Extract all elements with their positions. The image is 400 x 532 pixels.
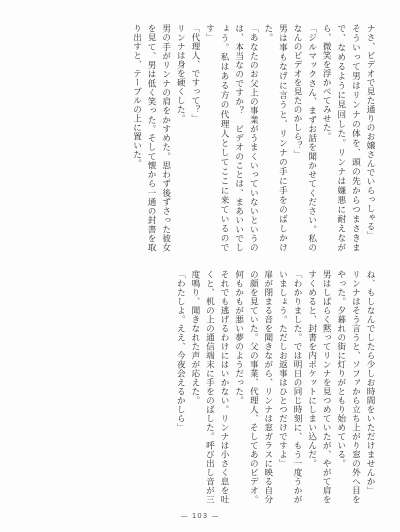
paragraph: 男の手がリンナの肩をかすめた。思わず後ずさった彼女を見て、男は低く笑った。そして懐から一通の封書を取り出すと、テーブルの上に置いた。	[131, 24, 171, 252]
paragraph: 「わたしよ。ええ、今夜会えるかしら」	[175, 270, 186, 432]
paragraph: それでも逃げるわけにはいかない。リンナは小さく息を吐くと、机の上の通信端末に手をのばした。呼び出し音が三度鳴り、聞きなれた声が応えた。	[189, 270, 230, 504]
paragraph: 「代理人、ですって？」	[189, 24, 200, 123]
paragraph: 「ジルマックさん、まずお話を聞かせてください。私のなんのビデオを見たのかしら？」	[292, 24, 317, 252]
page-number: — 103 —	[180, 512, 220, 520]
paragraph: リンナは身を硬くした。	[175, 24, 186, 123]
paragraph: 男は事もなげに言うと、リンナの手に手をのばしかけた。	[262, 24, 288, 252]
paragraph: 男はしばらく黙ってリンナを見つめていたが、やがて肩をすくめると、封書を内ポケットにしまい込んだ。	[306, 270, 332, 504]
paragraph: リンナはそう言うと、ソファから立ち上がり窓の外へ目をやった。夕暮れの街に灯りがともり始めている。	[335, 270, 361, 504]
paragraph: そういって男はリンナの体を、頭の先からつまさきまで、なめるように見回した。リンナは嫌悪に耐えながら、微笑を浮かべてみせた。	[321, 24, 361, 252]
top-text-column	[25, 24, 377, 252]
bottom-text-column	[25, 270, 377, 504]
paragraph: 「わかりました。では明日の同じ時刻に、もう一度うかがいましょう。ただしお返事はひとつだけですよ」	[277, 270, 303, 504]
paragraph: ナさ、ビデオで見た通りのお嬢さんでいらっしゃる」	[365, 24, 375, 240]
paragraph: ね、もしなんでしたら少しお時間をいただけませんか」	[365, 270, 375, 495]
paragraph: 「あなたのお父上の事業がうまくいっていないというのは、本当なのですか？ ビデオのことは、まあいいでしょう。私はある方の代理人としてここに来ているのです」	[204, 24, 259, 252]
paragraph: 扉が閉まる音を聞きながら、リンナは窓ガラスに映る自分の顔を見ていた。父の事業、代理人、そしてあのビデオ。何もかもが悪い夢のようだった。	[233, 270, 273, 504]
